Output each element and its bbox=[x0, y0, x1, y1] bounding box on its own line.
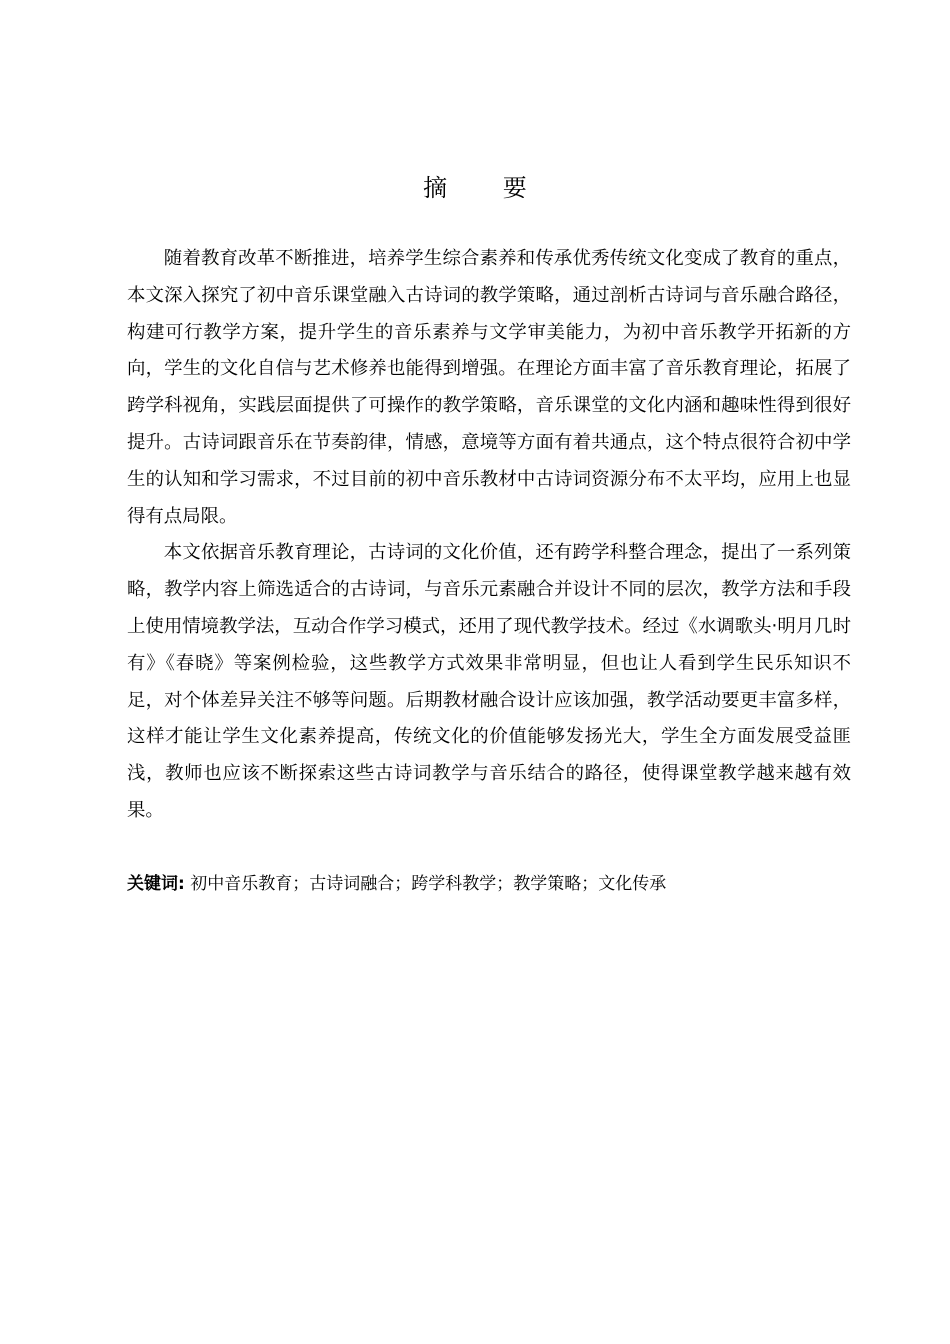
abstract-body bbox=[127, 241, 851, 830]
keywords-text: 初中音乐教育；古诗词融合；跨学科教学；教学策略；文化传承 bbox=[190, 874, 667, 894]
keywords-line bbox=[127, 869, 851, 899]
abstract-title: 摘 要 bbox=[423, 174, 551, 202]
abstract-paragraph-2: 本文依据音乐教育理论，古诗词的文化价值，还有跨学科整合理念，提出了一系列策略，教学内容上筛选适合的古诗词，与音乐元素融合并设计不同的层次，教学方法和手段上使用情境教学法，互动合作学习模式，还用了现代教学技术。经过《水调歌头·明月几时有》《春晓》等案例检验，这些教学方式效果非常明显，但也让人看到学生民乐知识不足，对个体差异关注不够等问题。后期教材融合设计应该加强，教学活动要更丰富多样，这样才能让学生文化素养提高，传统文化的价值能够发扬光大，学生全方面发展受益匪浅，教师也应该不断探索这些古诗词教学与音乐结合的路径，使得课堂教学越来越有效果。 bbox=[127, 542, 851, 821]
abstract-paragraph-1: 随着教育改革不断推进，培养学生综合素养和传承优秀传统文化变成了教育的重点，本文深入探究了初中音乐课堂融入古诗词的教学策略，通过剖析古诗词与音乐融合路径，构建可行教学方案，提升学生的音乐素养与文学审美能力，为初中音乐教学开拓新的方向，学生的文化自信与艺术修养也能得到增强。在理论方面丰富了音乐教育理论，拓展了跨学科视角，实践层面提供了可操作的教学策略，音乐课堂的文化内涵和趣味性得到很好提升。古诗词跟音乐在节奏韵律，情感，意境等方面有着共通点，这个特点很符合初中学生的认知和学习需求，不过目前的初中音乐教材中古诗词资源分布不太平均，应用上也显得有点局限。 bbox=[127, 248, 851, 527]
keywords-label: 关键词: bbox=[127, 874, 185, 894]
